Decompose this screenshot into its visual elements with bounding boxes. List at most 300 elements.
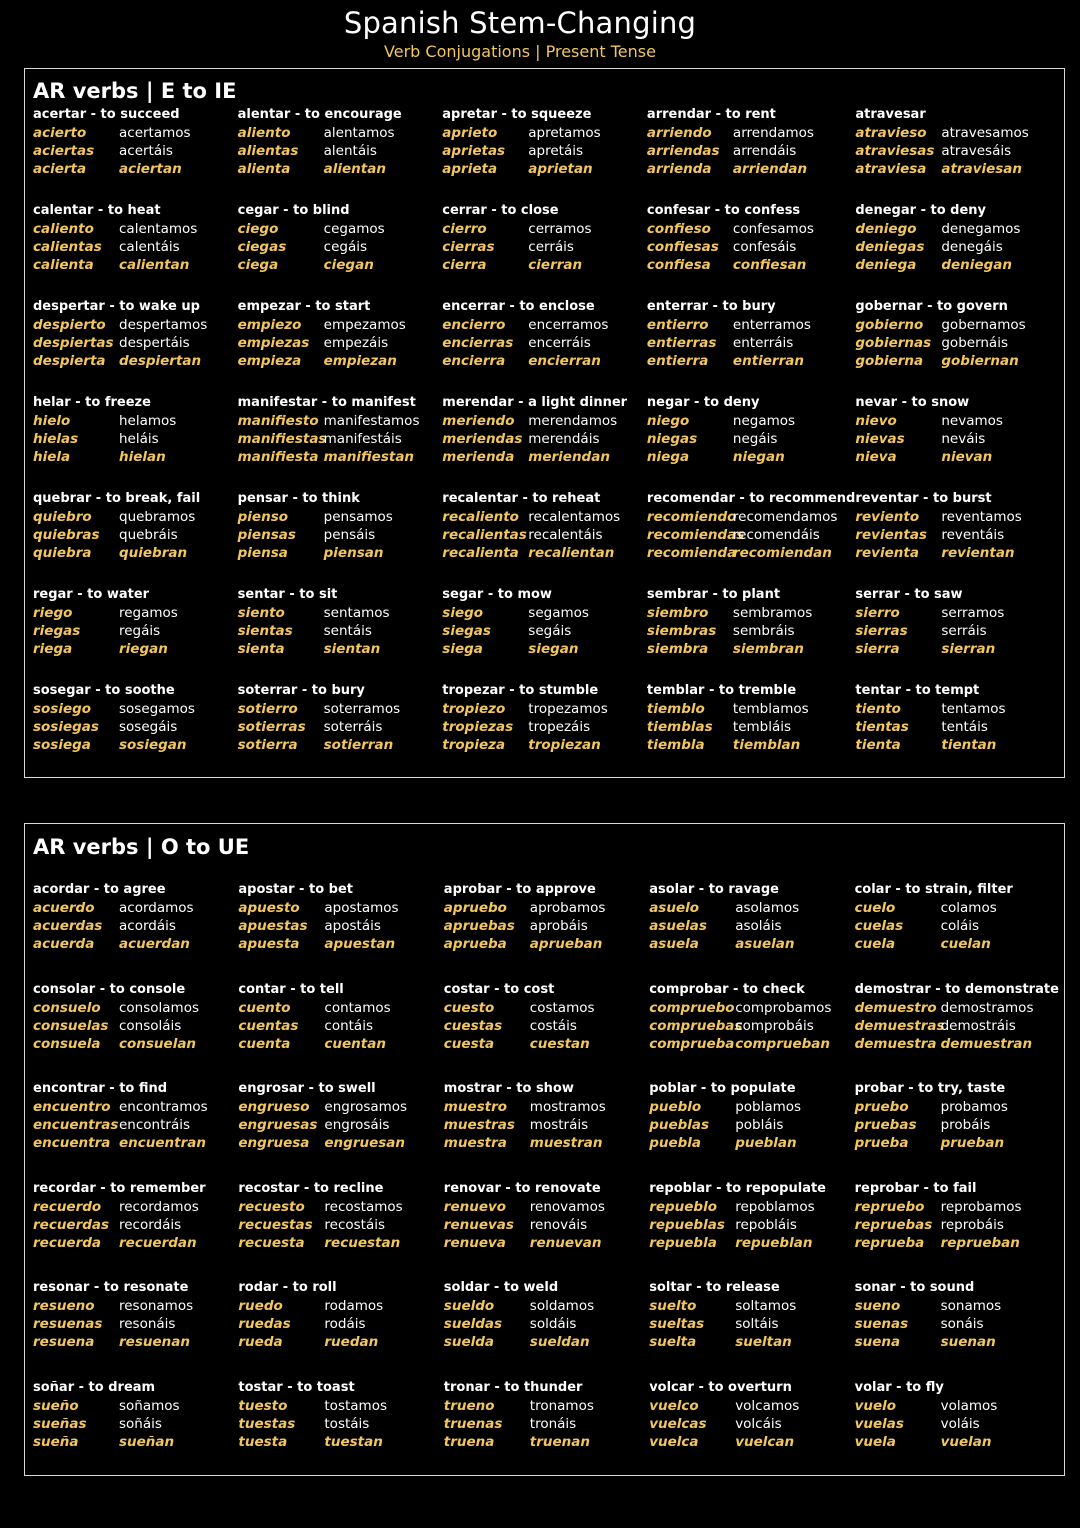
stem-changed-form: quiebra xyxy=(33,545,92,561)
verb-grid xyxy=(33,107,1060,754)
conjugation-table xyxy=(33,508,238,562)
verb-card xyxy=(33,587,238,683)
stem-changed-form: cuentan xyxy=(324,1035,386,1052)
regular-form: probáis xyxy=(940,1117,991,1133)
stem-changed-form: recalientan xyxy=(528,545,615,561)
regular-form: encerramos xyxy=(528,317,609,333)
stem-changed-form: aprietan xyxy=(528,161,593,177)
regular-form: demostramos xyxy=(940,999,1034,1016)
regular-form: merendamos xyxy=(528,413,618,429)
stem-changed-form: siegas xyxy=(442,623,491,639)
conjugation-table xyxy=(647,604,855,658)
regular-form: atravesáis xyxy=(941,143,1012,159)
verb-card xyxy=(238,982,443,1082)
stem-changed-form: apuesto xyxy=(238,900,300,916)
stem-changed-form: tropiezo xyxy=(442,701,506,717)
verb-card xyxy=(649,1380,854,1480)
stem-changed-form: siembra xyxy=(646,641,709,657)
verb-card xyxy=(855,1280,1060,1380)
verb-heading: tentar - to tempt xyxy=(855,683,980,698)
verb-card xyxy=(238,1380,443,1480)
stem-changed-form: repueblan xyxy=(735,1234,813,1251)
stem-changed-form: sierra xyxy=(855,641,900,657)
stem-changed-form: vuelcan xyxy=(735,1433,795,1450)
verb-card xyxy=(855,299,1060,395)
regular-form: tentamos xyxy=(941,701,1006,717)
conjugation-table xyxy=(33,316,238,370)
stem-changed-form: tuestas xyxy=(238,1415,296,1432)
regular-form: sembráis xyxy=(732,623,795,639)
stem-changed-form: pueblan xyxy=(735,1135,797,1151)
regular-form: mostráis xyxy=(529,1117,589,1133)
conjugation-table xyxy=(33,700,238,754)
stem-changed-form: confiesas xyxy=(646,239,719,255)
stem-changed-form: vuela xyxy=(854,1433,896,1450)
verb-card xyxy=(444,882,649,982)
conjugation-table xyxy=(238,899,443,953)
verb-heading: tropezar - to stumble xyxy=(442,683,599,698)
verb-card xyxy=(855,395,1060,491)
conjugation-table xyxy=(442,220,647,274)
regular-form: reventáis xyxy=(941,527,1005,543)
stem-changed-form: ciegas xyxy=(237,239,287,255)
verb-heading: comprobar - to check xyxy=(649,981,805,997)
stem-changed-form: recomiendas xyxy=(646,527,745,543)
regular-form: heláis xyxy=(119,431,159,447)
regular-form: encontramos xyxy=(119,1099,208,1115)
regular-form: consolamos xyxy=(119,999,199,1016)
stem-changed-form: empieza xyxy=(237,353,302,369)
stem-changed-form: tropieza xyxy=(442,737,506,753)
stem-changed-form: confieso xyxy=(646,221,711,237)
stem-changed-form: resuenan xyxy=(119,1334,190,1350)
regular-form: serráis xyxy=(941,623,987,639)
stem-changed-form: entierro xyxy=(646,317,709,333)
verb-card xyxy=(33,1280,238,1380)
stem-changed-form: resueno xyxy=(33,1298,95,1314)
regular-form: confesáis xyxy=(732,239,797,255)
regular-form: soltáis xyxy=(735,1316,779,1332)
conjugation-table xyxy=(33,1198,238,1252)
verb-heading: tronar - to thunder xyxy=(443,1379,583,1395)
stem-changed-form: demuestro xyxy=(854,999,937,1016)
regular-form: acertáis xyxy=(119,143,173,159)
stem-changed-form: apruebo xyxy=(443,900,507,916)
verb-card xyxy=(442,299,647,395)
stem-changed-form: tiemblo xyxy=(646,701,705,717)
stem-changed-form: manifiesto xyxy=(237,413,319,429)
regular-form: cegáis xyxy=(323,239,367,255)
stem-changed-form: recuesta xyxy=(238,1234,305,1251)
stem-changed-form: puebla xyxy=(649,1135,702,1151)
regular-form: denegamos xyxy=(941,221,1021,237)
stem-changed-form: arriendas xyxy=(646,143,720,159)
stem-changed-form: sueñan xyxy=(119,1433,175,1450)
conjugation-table xyxy=(647,124,855,178)
stem-changed-form: sientan xyxy=(323,641,381,657)
stem-changed-form: alientas xyxy=(237,143,299,159)
verb-heading: contar - to tell xyxy=(238,981,344,997)
stem-changed-form: atraviesas xyxy=(855,143,935,159)
verb-card xyxy=(238,203,443,299)
regular-form: segáis xyxy=(528,623,572,639)
stem-changed-form: sosiegas xyxy=(33,719,99,735)
regular-form: recostamos xyxy=(324,1198,403,1215)
conjugation-table xyxy=(855,899,1060,953)
stem-changed-form: sierras xyxy=(855,623,908,639)
stem-changed-form: repuebla xyxy=(649,1234,717,1251)
regular-form: volamos xyxy=(940,1397,998,1414)
stem-changed-form: suenas xyxy=(854,1316,909,1332)
verb-heading: confesar - to confess xyxy=(646,203,801,218)
conjugation-table xyxy=(649,1198,854,1252)
verb-card xyxy=(855,1081,1060,1181)
stem-changed-form: niegan xyxy=(732,449,785,465)
regular-form: apostáis xyxy=(324,918,381,934)
verb-card xyxy=(649,1081,854,1181)
verb-heading: soterrar - to bury xyxy=(237,683,365,698)
conjugation-table xyxy=(444,1297,649,1351)
regular-form: soldáis xyxy=(529,1316,577,1332)
stem-changed-form: sierran xyxy=(941,641,996,657)
regular-form: reprobamos xyxy=(940,1198,1022,1215)
stem-changed-form: cierro xyxy=(442,221,487,237)
verb-card xyxy=(238,1181,443,1281)
stem-changed-form: demuestra xyxy=(854,1035,937,1052)
stem-changed-form: recuestas xyxy=(238,1216,313,1233)
stem-changed-form: sueldas xyxy=(443,1316,503,1332)
verb-card xyxy=(238,299,443,395)
verb-card xyxy=(855,587,1060,683)
verb-heading: aprobar - to approve xyxy=(443,882,596,897)
regular-form: resonáis xyxy=(119,1316,176,1332)
stem-changed-form: recuerdan xyxy=(119,1234,197,1251)
regular-form: contamos xyxy=(324,999,391,1016)
conjugation-table xyxy=(442,700,647,754)
regular-form: tropezáis xyxy=(528,719,591,735)
regular-form: repobláis xyxy=(735,1216,797,1233)
regular-form: resonamos xyxy=(119,1298,194,1314)
stem-changed-form: recuestan xyxy=(324,1234,401,1251)
regular-form: renováis xyxy=(529,1216,588,1233)
stem-changed-form: ciega xyxy=(237,257,279,273)
verb-card xyxy=(855,107,1060,203)
stem-changed-form: entierra xyxy=(646,353,709,369)
stem-changed-form: compruebas xyxy=(649,1017,743,1034)
conjugation-table xyxy=(33,1397,238,1451)
regular-form: alentáis xyxy=(323,143,377,159)
stem-changed-form: aprueban xyxy=(529,936,603,952)
regular-form: pensáis xyxy=(323,527,376,543)
stem-changed-form: encierra xyxy=(442,353,506,369)
regular-form: tembláis xyxy=(732,719,792,735)
stem-changed-form: encuentran xyxy=(119,1135,206,1151)
stem-changed-form: alienta xyxy=(237,161,291,177)
regular-form: apretáis xyxy=(528,143,584,159)
stem-changed-form: recuerdas xyxy=(33,1216,110,1233)
stem-changed-form: despierta xyxy=(33,353,106,369)
stem-changed-form: sueno xyxy=(854,1298,901,1314)
verb-heading: soldar - to weld xyxy=(443,1280,559,1295)
stem-changed-form: recomiendan xyxy=(732,545,832,561)
verb-heading: volar - to fly xyxy=(854,1379,944,1395)
conjugation-table xyxy=(855,508,1060,562)
stem-changed-form: muestro xyxy=(443,1099,508,1115)
stem-changed-form: despiertan xyxy=(119,353,202,369)
regular-form: tropezamos xyxy=(528,701,608,717)
stem-changed-form: apruebas xyxy=(443,918,515,934)
stem-changed-form: tropiezas xyxy=(442,719,514,735)
regular-form: asoláis xyxy=(735,918,782,934)
stem-changed-form: cuestas xyxy=(443,1017,503,1034)
stem-changed-form: encuentro xyxy=(33,1099,111,1115)
stem-changed-form: suelto xyxy=(649,1298,697,1314)
stem-changed-form: siego xyxy=(442,605,484,621)
verb-heading: apostar - to bet xyxy=(238,882,353,897)
stem-changed-form: pueblas xyxy=(649,1117,710,1133)
regular-form: neváis xyxy=(941,431,986,447)
verb-card xyxy=(647,107,855,203)
conjugation-table xyxy=(442,124,647,178)
conjugation-table xyxy=(444,999,649,1053)
stem-changed-form: alientan xyxy=(323,161,386,177)
stem-changed-form: niego xyxy=(646,413,690,429)
verb-card xyxy=(855,683,1060,754)
stem-changed-form: comprueban xyxy=(735,1035,831,1052)
stem-changed-form: sientas xyxy=(237,623,293,639)
stem-changed-form: sosiegan xyxy=(119,737,187,753)
regular-form: rodáis xyxy=(324,1316,366,1332)
stem-changed-form: consuelo xyxy=(33,999,101,1016)
stem-changed-form: sienta xyxy=(237,641,285,657)
stem-changed-form: resuena xyxy=(33,1334,95,1350)
stem-changed-form: calientan xyxy=(119,257,190,273)
stem-changed-form: demuestras xyxy=(854,1017,945,1034)
stem-changed-form: trueno xyxy=(443,1397,495,1414)
stem-changed-form: asuelan xyxy=(735,936,795,952)
stem-changed-form: reprueban xyxy=(940,1234,1020,1251)
conjugation-table xyxy=(647,700,855,754)
conjugation-table xyxy=(855,700,1060,754)
conjugation-table xyxy=(33,899,238,953)
regular-form: recalentamos xyxy=(528,509,621,525)
stem-changed-form: cierra xyxy=(442,257,487,273)
stem-changed-form: compruebo xyxy=(649,999,735,1016)
conjugation-table xyxy=(855,412,1060,466)
regular-form: soterramos xyxy=(323,701,401,717)
regular-form: helamos xyxy=(119,413,177,429)
regular-form: segamos xyxy=(528,605,589,621)
verb-heading: resonar - to resonate xyxy=(33,1280,189,1295)
conjugation-table xyxy=(855,1297,1060,1351)
stem-changed-form: empiezan xyxy=(323,353,397,369)
conjugation-table xyxy=(855,316,1060,370)
stem-changed-form: rueda xyxy=(238,1334,283,1350)
stem-changed-form: hielas xyxy=(33,431,79,447)
regular-form: volcáis xyxy=(735,1415,782,1432)
stem-changed-form: suelda xyxy=(443,1334,494,1350)
conjugation-table xyxy=(33,999,238,1053)
stem-changed-form: calientas xyxy=(33,239,102,255)
verb-heading: pensar - to think xyxy=(237,491,360,506)
stem-changed-form: truena xyxy=(443,1433,495,1450)
verb-heading: encontrar - to find xyxy=(33,1081,168,1096)
regular-form: recomendáis xyxy=(732,527,820,543)
stem-changed-form: despiertas xyxy=(33,335,114,351)
regular-form: mostramos xyxy=(529,1099,606,1115)
stem-changed-form: sosiega xyxy=(33,737,91,753)
verb-heading: segar - to mow xyxy=(442,587,552,602)
stem-changed-form: gobierno xyxy=(855,317,924,333)
stem-changed-form: encierro xyxy=(442,317,506,333)
conjugation-table xyxy=(442,316,647,370)
conjugation-table xyxy=(649,999,854,1053)
stem-changed-form: gobierna xyxy=(855,353,924,369)
verb-grid xyxy=(33,882,1060,1479)
stem-changed-form: revienta xyxy=(855,545,919,561)
regular-form: costáis xyxy=(529,1017,577,1034)
stem-changed-form: niegas xyxy=(646,431,698,447)
verb-heading: nevar - to snow xyxy=(855,395,970,410)
stem-changed-form: recalientas xyxy=(442,527,527,543)
stem-changed-form: quiebran xyxy=(119,545,188,561)
regular-form: contáis xyxy=(324,1017,373,1034)
stem-changed-form: siembras xyxy=(646,623,717,639)
verb-card xyxy=(33,1380,238,1480)
stem-changed-form: entierran xyxy=(732,353,804,369)
stem-changed-form: tienta xyxy=(855,737,901,753)
regular-form: reprobáis xyxy=(940,1216,1004,1233)
stem-changed-form: demuestran xyxy=(940,1035,1033,1052)
regular-form: recordamos xyxy=(119,1198,199,1215)
stem-changed-form: entierras xyxy=(646,335,717,351)
regular-form: probamos xyxy=(940,1099,1008,1115)
stem-changed-form: renuevas xyxy=(443,1216,514,1233)
regular-form: regáis xyxy=(119,623,161,639)
stem-changed-form: recaliento xyxy=(442,509,519,525)
regular-form: manifestáis xyxy=(323,431,402,447)
verb-heading: cegar - to blind xyxy=(237,203,350,218)
stem-changed-form: siegan xyxy=(528,641,579,657)
verb-heading: probar - to try, taste xyxy=(854,1081,1006,1096)
conjugation-table xyxy=(238,999,443,1053)
regular-form: arrendáis xyxy=(732,143,797,159)
stem-changed-form: vuelan xyxy=(940,1433,992,1450)
regular-form: despertáis xyxy=(119,335,190,351)
verb-card xyxy=(442,683,647,754)
stem-changed-form: hielan xyxy=(119,449,166,465)
stem-changed-form: meriendas xyxy=(442,431,523,447)
stem-changed-form: sierro xyxy=(855,605,900,621)
stem-changed-form: empiezas xyxy=(237,335,310,351)
stem-changed-form: aciertas xyxy=(33,143,95,159)
regular-form: sentáis xyxy=(323,623,372,639)
verb-card xyxy=(238,491,443,587)
regular-form: apostamos xyxy=(324,900,399,916)
regular-form: gobernáis xyxy=(941,335,1008,351)
conjugation-table xyxy=(238,220,443,274)
verb-card xyxy=(33,299,238,395)
regular-form: sosegamos xyxy=(119,701,195,717)
stem-changed-form: apuesta xyxy=(238,936,300,952)
verb-card xyxy=(855,491,1060,587)
stem-changed-form: deniega xyxy=(855,257,917,273)
verb-heading: engrosar - to swell xyxy=(238,1081,376,1096)
regular-form: soltamos xyxy=(735,1298,797,1314)
stem-changed-form: ruedo xyxy=(238,1298,283,1314)
stem-changed-form: tuesto xyxy=(238,1397,288,1414)
stem-changed-form: asuelas xyxy=(649,918,707,934)
regular-form: consoláis xyxy=(119,1017,182,1034)
regular-form: tostamos xyxy=(324,1397,387,1414)
stem-changed-form: repruebas xyxy=(854,1216,933,1233)
regular-form: cegamos xyxy=(323,221,385,237)
regular-form: quebráis xyxy=(119,527,178,543)
verb-heading: despertar - to wake up xyxy=(33,299,200,314)
regular-form: alentamos xyxy=(323,125,395,141)
stem-changed-form: manifiestas xyxy=(237,431,327,447)
conjugation-table xyxy=(444,1198,649,1252)
regular-form: sosegáis xyxy=(119,719,178,735)
conjugation-table xyxy=(649,1098,854,1152)
verb-card xyxy=(444,1380,649,1480)
stem-changed-form: piensan xyxy=(323,545,384,561)
stem-changed-form: encierras xyxy=(442,335,514,351)
conjugation-table xyxy=(444,1098,649,1152)
regular-form: merendáis xyxy=(528,431,600,447)
conjugation-table xyxy=(855,220,1060,274)
regular-form: volcamos xyxy=(735,1397,800,1414)
conjugation-table xyxy=(238,316,443,370)
regular-form: soñamos xyxy=(119,1397,180,1414)
verb-heading: temblar - to tremble xyxy=(646,683,797,698)
stem-changed-form: nievan xyxy=(941,449,993,465)
regular-form: sonamos xyxy=(940,1298,1002,1314)
stem-changed-form: atravieso xyxy=(855,125,927,141)
stem-changed-form: vuelca xyxy=(649,1433,699,1450)
verb-card xyxy=(649,882,854,982)
stem-changed-form: prueban xyxy=(940,1135,1005,1151)
verb-heading: merendar - a light dinner xyxy=(442,395,628,410)
stem-changed-form: comprueba xyxy=(649,1035,735,1052)
stem-changed-form: empiezo xyxy=(237,317,302,333)
stem-changed-form: consuela xyxy=(33,1035,101,1052)
verb-heading: recalentar - to reheat xyxy=(442,491,601,506)
stem-changed-form: sueldo xyxy=(443,1298,495,1314)
conjugation-table xyxy=(238,1297,443,1351)
verb-card xyxy=(647,491,855,587)
verb-card xyxy=(238,395,443,491)
verb-card xyxy=(238,882,443,982)
regular-form: sonáis xyxy=(940,1316,984,1332)
regular-form: regamos xyxy=(119,605,178,621)
verb-heading: atravesar xyxy=(855,107,926,122)
regular-form: tronáis xyxy=(529,1415,577,1432)
verb-card xyxy=(33,203,238,299)
stem-changed-form: ruedas xyxy=(238,1316,291,1332)
verb-heading: encerrar - to enclose xyxy=(442,299,595,314)
verb-card xyxy=(442,395,647,491)
stem-changed-form: sueltas xyxy=(649,1316,705,1332)
conjugation-table xyxy=(442,604,647,658)
stem-changed-form: aprieto xyxy=(442,125,498,141)
regular-form: recordáis xyxy=(119,1216,182,1233)
stem-changed-form: truenan xyxy=(529,1433,591,1450)
verb-card xyxy=(855,203,1060,299)
verb-card xyxy=(649,1280,854,1380)
regular-form: pobláis xyxy=(735,1117,784,1133)
stem-changed-form: quiebro xyxy=(33,509,92,525)
